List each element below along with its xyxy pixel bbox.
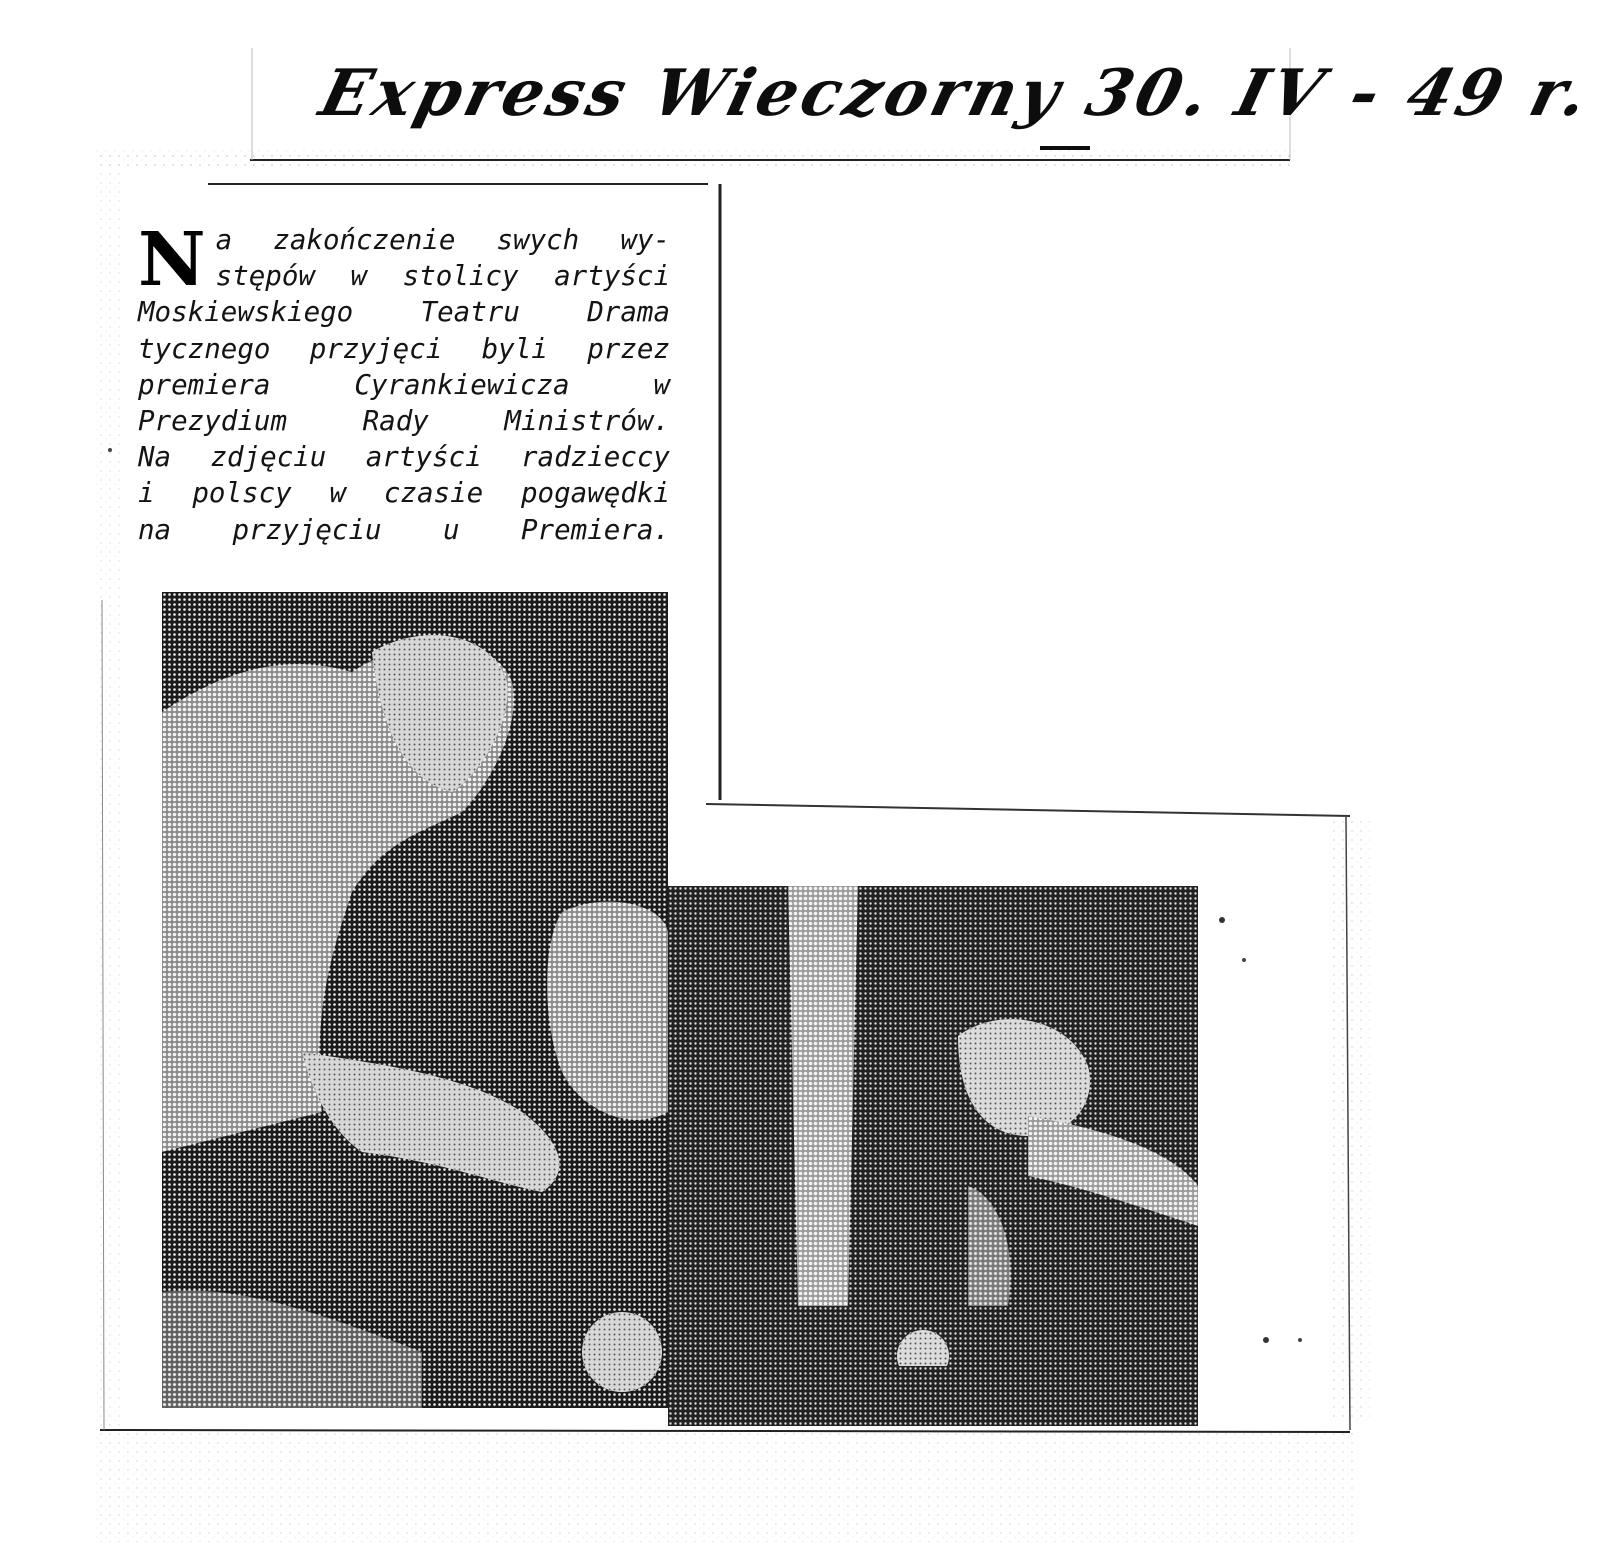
caption-line-7: Na zdjęciu artyści radzieccy bbox=[138, 441, 670, 474]
dropcap-letter: N bbox=[138, 217, 206, 303]
caption-line-9: na przyjęciu u Premiera. bbox=[138, 513, 670, 546]
caption-line-4: tycznego przyjęci byli przez bbox=[138, 332, 670, 365]
caption-line-3: Moskiewskiego Teatru Drama bbox=[138, 296, 670, 329]
caption-line-6: Prezydium Rady Ministrów. bbox=[138, 405, 670, 438]
press-photo-left bbox=[162, 592, 668, 1408]
article-caption bbox=[138, 217, 670, 548]
caption-line-2: stępów w stolicy artyści bbox=[215, 260, 670, 293]
caption-line-5: premiera Cyrankiewicza w bbox=[138, 368, 670, 401]
press-photo-right bbox=[668, 886, 1198, 1426]
caption-line-1: a zakończenie swych wy- bbox=[215, 224, 670, 256]
handwritten-underline bbox=[1040, 146, 1090, 150]
handwritten-source-note: Express Wieczorny 30. IV - 49 r. bbox=[312, 56, 1599, 131]
caption-line-8: i polscy w czasie pogawędki bbox=[138, 477, 670, 510]
